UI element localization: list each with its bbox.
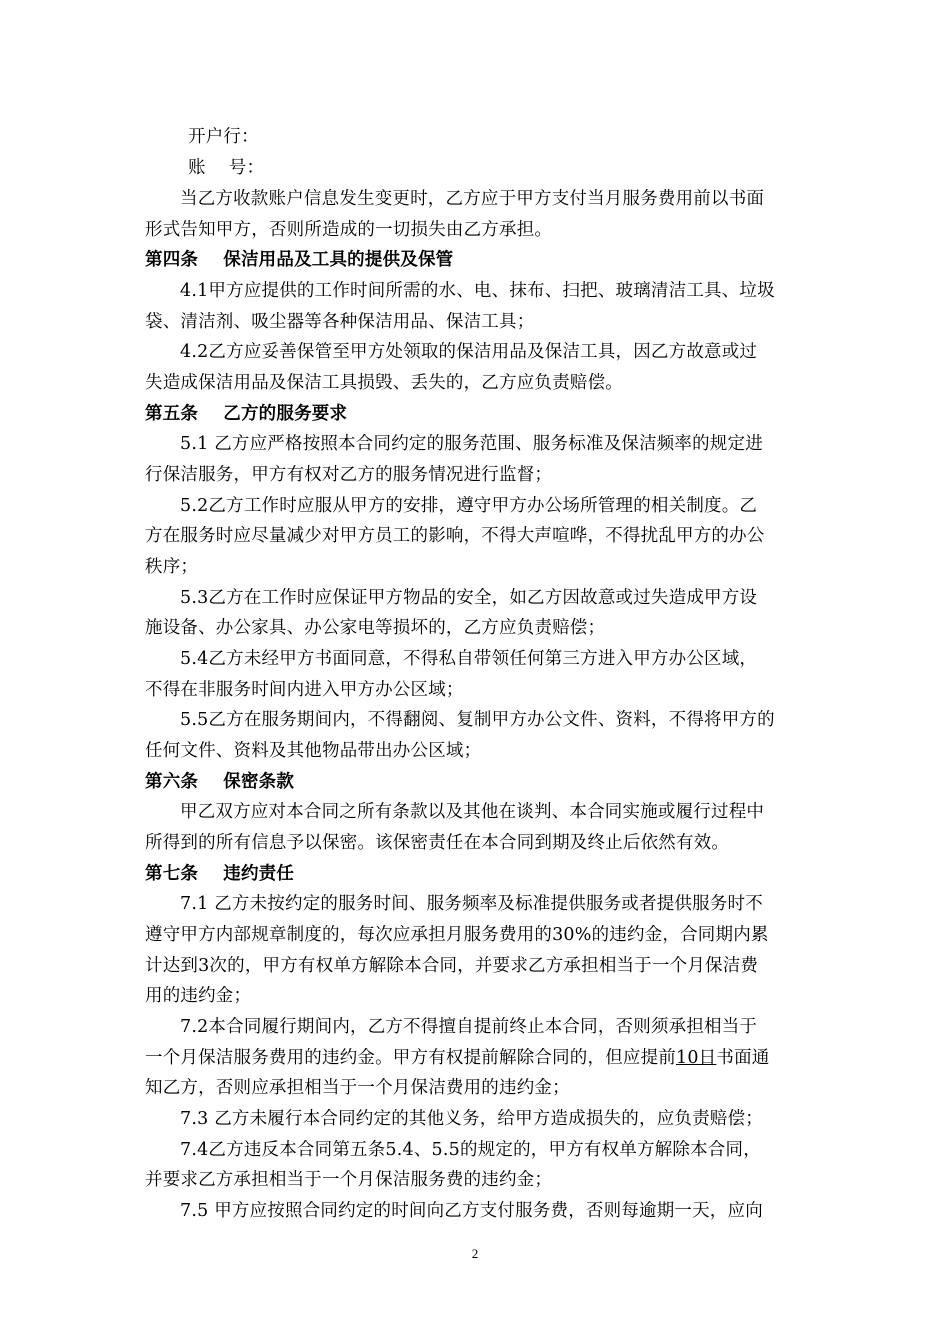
paragraph-line: 任何文件、资料及其他物品带出办公区域； xyxy=(145,741,482,761)
paragraph-line: 用的违约金； xyxy=(145,986,252,1006)
page-number: 2 xyxy=(471,1246,479,1261)
paragraph-line: 7.2本合同履行期间内，乙方不得擅自提前终止本合同，否则须承担相当于 xyxy=(180,1017,758,1037)
article-6-heading: 第六条 保密条款 xyxy=(145,772,295,792)
paragraph-line xyxy=(145,1043,805,1074)
article-7-heading: 第七条 违约责任 xyxy=(145,864,295,884)
paragraph-line: 并要求乙方承担相当于一个月保洁服务费的违约金； xyxy=(145,1170,553,1190)
paragraph-line: 袋、清洁剂、吸尘器等各种保洁用品、保洁工具； xyxy=(145,312,535,332)
paragraph-line: 4.2乙方应妥善保管至甲方处领取的保洁用品及保洁工具，因乙方故意或过 xyxy=(180,342,758,362)
paragraph-line: 知乙方，否则应承担相当于一个月保洁费用的违约金； xyxy=(145,1078,570,1098)
paragraph-line: 计达到3次的，甲方有权单方解除本合同，并要求乙方承担相当于一个月保洁费 xyxy=(145,956,759,976)
paragraph-line: 当乙方收款账户信息发生变更时，乙方应于甲方支付当月服务费用前以书面 xyxy=(180,189,765,209)
paragraph-line: 方在服务时应尽量减少对甲方员工的影响，不得大声喧哗，不得扰乱甲方的办公 xyxy=(145,526,765,546)
article-4-heading: 第四条 保洁用品及工具的提供及保管 xyxy=(145,250,454,270)
line-text: 一个月保洁服务费用的违约金。甲方有权提前解除合同的，但应提前 xyxy=(145,1048,676,1068)
paragraph-line: 4.1甲方应提供的工作时间所需的水、电、抹布、扫把、玻璃清洁工具、垃圾 xyxy=(180,281,775,301)
paragraph-line: 5.2乙方工作时应服从甲方的安排，遵守甲方办公场所管理的相关制度。乙 xyxy=(180,496,758,516)
paragraph-line: 5.4乙方未经甲方书面同意，不得私自带领任何第三方进入甲方办公区域， xyxy=(180,649,758,669)
account-label: 账 号： xyxy=(188,158,265,178)
paragraph-line: 不得在非服务时间内进入甲方办公区域； xyxy=(145,680,464,700)
bank-label: 开户行： xyxy=(188,127,259,147)
paragraph-line: 7.5 甲方应按照合同约定的时间向乙方支付服务费，否则每逾期一天，应向 xyxy=(180,1201,763,1221)
paragraph-line: 秩序； xyxy=(145,557,199,577)
paragraph-line: 所得到的所有信息予以保密。该保密责任在本合同到期及终止后依然有效。 xyxy=(145,833,730,853)
notice-days-underlined: 10日 xyxy=(676,1048,717,1068)
paragraph-line: 5.1 乙方应严格按照本合同约定的服务范围、服务标准及保洁频率的规定进 xyxy=(180,434,763,454)
paragraph-line: 5.3乙方在工作时应保证甲方物品的安全，如乙方因故意或过失造成甲方设 xyxy=(180,588,758,608)
line-text: 书面通 xyxy=(716,1048,770,1068)
article-5-heading: 第五条 乙方的服务要求 xyxy=(145,404,348,424)
paragraph-line: 7.1 乙方未按约定的服务时间、服务频率及标准提供服务或者提供服务时不 xyxy=(180,894,763,914)
paragraph-line: 7.4乙方违反本合同第五条5.4、5.5的规定的，甲方有权单方解除本合同， xyxy=(180,1140,761,1160)
paragraph-line: 施设备、办公家具、办公家电等损坏的，乙方应负责赔偿； xyxy=(145,618,606,638)
paragraph-line: 遵守甲方内部规章制度的，每次应承担月服务费用的30%的违约金，合同期内累 xyxy=(145,925,769,945)
paragraph-line: 行保洁服务，甲方有权对乙方的服务情况进行监督； xyxy=(145,465,553,485)
paragraph-line: 7.3 乙方未履行本合同约定的其他义务，给甲方造成损失的，应负责赔偿； xyxy=(180,1109,763,1129)
paragraph-line: 形式告知甲方，否则所造成的一切损失由乙方承担。 xyxy=(145,220,553,240)
paragraph-line: 5.5乙方在服务期间内，不得翻阅、复制甲方办公文件、资料，不得将甲方的 xyxy=(180,710,775,730)
paragraph-line: 甲乙双方应对本合同之所有条款以及其他在谈判、本合同实施或履行过程中 xyxy=(180,802,765,822)
paragraph-line: 失造成保洁用品及保洁工具损毁、丢失的，乙方应负责赔偿。 xyxy=(145,373,623,393)
